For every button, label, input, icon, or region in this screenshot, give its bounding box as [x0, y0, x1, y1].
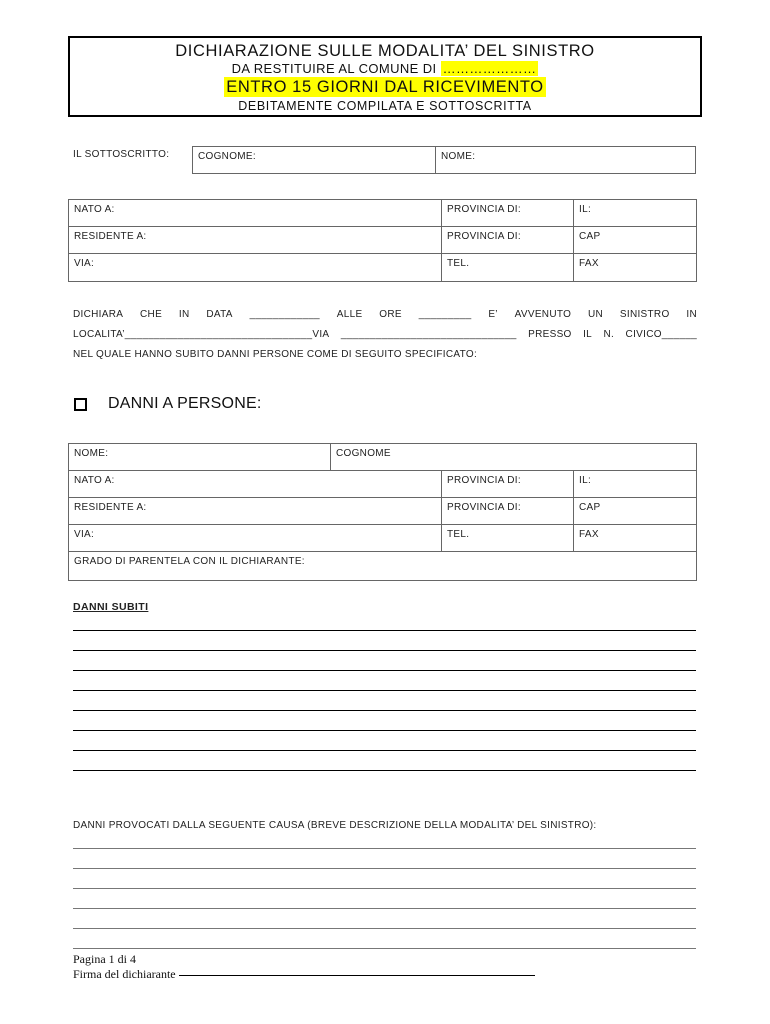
injured-cap-label: CAP	[579, 502, 601, 513]
damages-line[interactable]	[73, 770, 696, 771]
injured-surname-field[interactable]	[331, 444, 696, 471]
resident-in-label: RESIDENTE A:	[74, 231, 147, 242]
cause-line[interactable]	[73, 948, 696, 949]
cause-line[interactable]	[73, 928, 696, 929]
injured-born-in-label: NATO A:	[74, 475, 115, 486]
fax-field[interactable]	[574, 254, 696, 281]
declaration-word: _________	[418, 309, 472, 320]
declaration-word: CIVICO______	[625, 329, 697, 340]
birth-province-field[interactable]	[442, 200, 574, 227]
residence-province-label: PROVINCIA DI:	[447, 231, 521, 242]
surname-field[interactable]	[193, 147, 436, 173]
name-field[interactable]	[436, 147, 695, 173]
declaration-word: LOCALITA’________________________________VIA	[73, 329, 330, 340]
page-number: Pagina 1 di 4	[73, 952, 136, 966]
declaration-word: E’	[488, 309, 498, 320]
kinship-label: GRADO DI PARENTELA CON IL DICHIARANTE:	[74, 556, 305, 567]
cause-line[interactable]	[73, 848, 696, 849]
damages-line[interactable]	[73, 710, 696, 711]
declaration-word: IN	[686, 309, 697, 320]
injured-birth-date-label: IL:	[579, 475, 592, 486]
born-in-label: NATO A:	[74, 204, 115, 215]
declaration-word: IN	[178, 309, 190, 320]
declaration-word: ____________	[249, 309, 320, 320]
injured-residence-province-field[interactable]	[442, 498, 574, 525]
signature-line[interactable]	[179, 975, 535, 976]
completion-instructions: DEBITAMENTE COMPILATA E SOTTOSCRITTA	[238, 99, 532, 113]
municipality-blank[interactable]: …………………	[442, 61, 537, 76]
declaration-line-2	[73, 329, 697, 340]
injured-cap-field[interactable]	[574, 498, 696, 525]
declaration-word: PRESSO	[528, 329, 572, 340]
injured-residence-province-label: PROVINCIA DI:	[447, 502, 521, 513]
return-to-label: DA RESTITUIRE AL COMUNE DI	[231, 61, 437, 76]
damages-line[interactable]	[73, 730, 696, 731]
injured-fax-field[interactable]	[574, 525, 696, 552]
damages-line[interactable]	[73, 750, 696, 751]
surname-label: COGNOME:	[198, 151, 256, 162]
deadline-notice: ENTRO 15 GIORNI DAL RICEVIMENTO	[226, 78, 544, 96]
street-label: VIA:	[74, 258, 95, 269]
signature-row	[73, 967, 535, 982]
declaration-word: DICHIARA	[73, 309, 124, 320]
birth-date-field[interactable]	[574, 200, 696, 227]
kinship-field[interactable]	[69, 552, 696, 580]
declarant-details-table	[68, 199, 697, 282]
declaration-word: ALLE	[336, 309, 363, 320]
injured-name-field[interactable]	[69, 444, 331, 471]
declaration-line-1	[73, 309, 697, 320]
injured-birth-date-field[interactable]	[574, 471, 696, 498]
declaration-word: UN	[588, 309, 604, 320]
injured-phone-label: TEL.	[447, 529, 470, 540]
injured-resident-in-field[interactable]	[69, 498, 442, 525]
declaration-word: IL	[583, 329, 593, 340]
declaration-word: ORE	[379, 309, 402, 320]
cause-line[interactable]	[73, 888, 696, 889]
return-to-municipality	[70, 61, 700, 77]
injured-street-label: VIA:	[74, 529, 95, 540]
street-field[interactable]	[69, 254, 442, 281]
injured-surname-label: COGNOME	[336, 448, 391, 459]
phone-label: TEL.	[447, 258, 470, 269]
resident-in-field[interactable]	[69, 227, 442, 254]
fax-label: FAX	[579, 258, 599, 269]
declaration-word: AVVENUTO	[514, 309, 572, 320]
signatory-label: IL SOTTOSCRITTO:	[73, 149, 170, 160]
injured-phone-field[interactable]	[442, 525, 574, 552]
name-label: NOME:	[441, 151, 476, 162]
declaration-word: DATA	[206, 309, 233, 320]
birth-province-label: PROVINCIA DI:	[447, 204, 521, 215]
injured-persons-checkbox[interactable]	[74, 398, 87, 411]
residence-province-field[interactable]	[442, 227, 574, 254]
cause-line[interactable]	[73, 908, 696, 909]
injured-fax-label: FAX	[579, 529, 599, 540]
damages-line[interactable]	[73, 690, 696, 691]
declaration-word: N.	[603, 329, 615, 340]
injured-resident-in-label: RESIDENTE A:	[74, 502, 147, 513]
injured-birth-province-label: PROVINCIA DI:	[447, 475, 521, 486]
damages-line[interactable]	[73, 650, 696, 651]
declaration-line-3: NEL QUALE HANNO SUBITO DANNI PERSONE COME DI SEGUITO SPECIFICATO:	[73, 349, 478, 360]
injured-born-in-field[interactable]	[69, 471, 442, 498]
damages-suffered-title: DANNI SUBITI	[73, 601, 149, 613]
injured-persons-title: DANNI A PERSONE:	[108, 395, 262, 412]
form-header	[68, 36, 702, 117]
cap-field[interactable]	[574, 227, 696, 254]
damages-line[interactable]	[73, 670, 696, 671]
declaration-word: ______________________________	[340, 329, 517, 340]
injured-person-table	[68, 443, 697, 581]
form-title: DICHIARAZIONE SULLE MODALITA’ DEL SINISTRO	[175, 42, 595, 60]
injured-name-label: NOME:	[74, 448, 109, 459]
signatory-name-box	[192, 146, 696, 174]
declaration-word: CHE	[140, 309, 163, 320]
injured-birth-province-field[interactable]	[442, 471, 574, 498]
signature-label: Firma del dichiarante	[73, 967, 176, 981]
birth-date-label: IL:	[579, 204, 592, 215]
cause-line[interactable]	[73, 868, 696, 869]
damages-line[interactable]	[73, 630, 696, 631]
born-in-field[interactable]	[69, 200, 442, 227]
declaration-word: SINISTRO	[619, 309, 670, 320]
phone-field[interactable]	[442, 254, 574, 281]
cause-description-label: DANNI PROVOCATI DALLA SEGUENTE CAUSA (BREVE DESCRIZIONE DELLA MODALITA’ DEL SINISTRO):	[73, 820, 597, 831]
injured-street-field[interactable]	[69, 525, 442, 552]
cap-label: CAP	[579, 231, 601, 242]
